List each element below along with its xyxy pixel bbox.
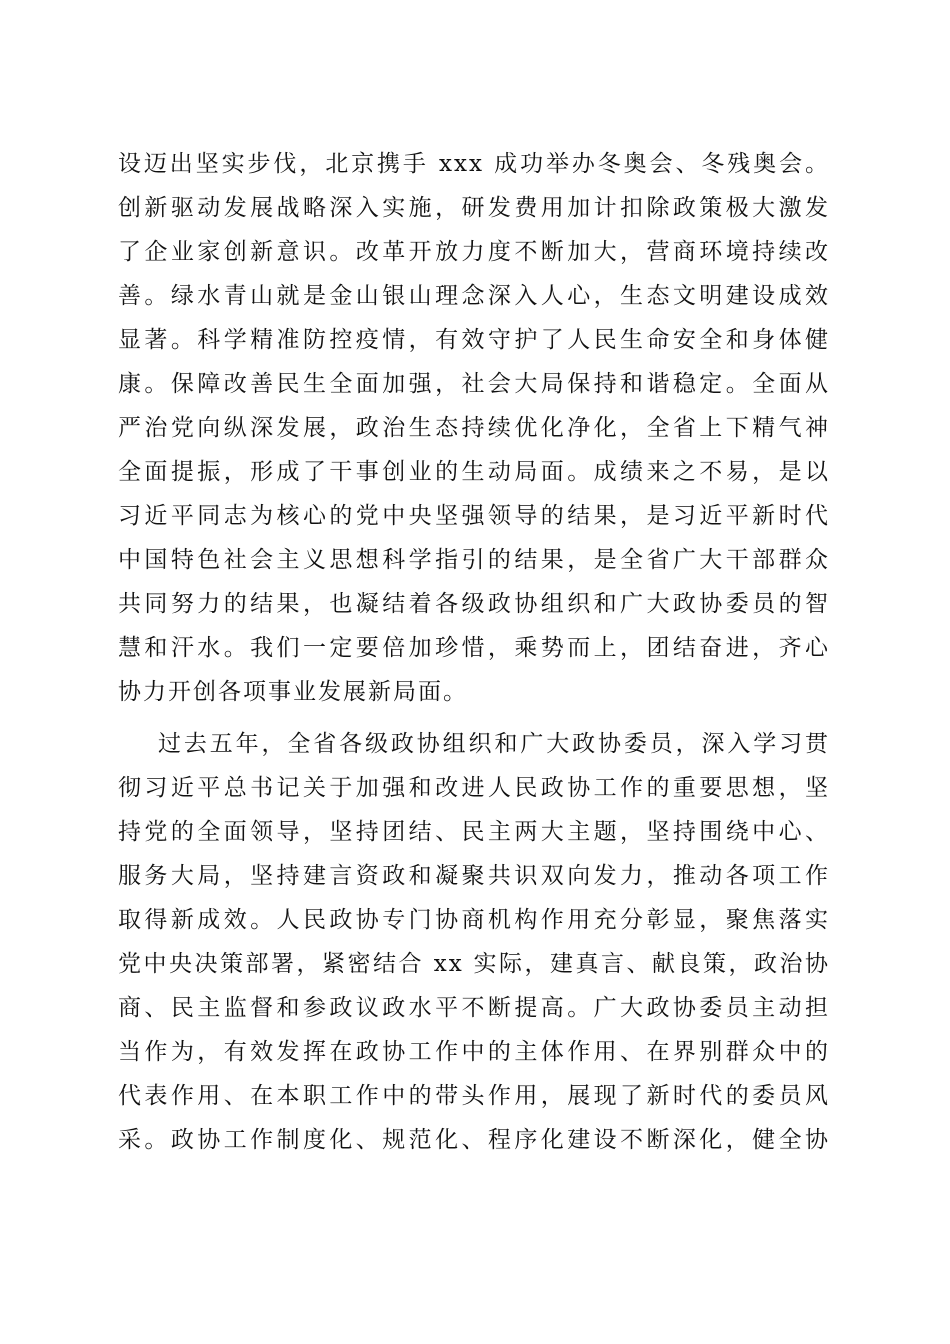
text-line: 显著。科学精准防控疫情，有效守护了人民生命安全和身体健 bbox=[118, 327, 830, 353]
text-line: 共同努力的结果，也凝结着各级政协组织和广大政协委员的智 bbox=[118, 591, 830, 617]
text-line: 党中央决策部署，紧密结合 xx 实际，建真言、献良策，政治协 bbox=[118, 951, 830, 977]
text-line: 康。保障改善民生全面加强，社会大局保持和谐稳定。全面从 bbox=[118, 371, 830, 397]
text-line: 了企业家创新意识。改革开放力度不断加大，营商环境持续改 bbox=[118, 239, 830, 265]
text-line: 商、民主监督和参政议政水平不断提高。广大政协委员主动担 bbox=[118, 995, 830, 1021]
text-line: 代表作用、在本职工作中的带头作用，展现了新时代的委员风 bbox=[118, 1083, 830, 1109]
text-line: 善。绿水青山就是金山银山理念深入人心，生态文明建设成效 bbox=[118, 283, 830, 309]
text-line: 设迈出坚实步伐，北京携手 xxx 成功举办冬奥会、冬残奥会。 bbox=[118, 151, 830, 177]
paragraph-2 bbox=[118, 722, 830, 1162]
text-line: 协力开创各项事业发展新局面。 bbox=[118, 679, 468, 705]
text-line: 全面提振，形成了干事创业的生动局面。成绩来之不易，是以 bbox=[118, 459, 830, 485]
text-line: 持党的全面领导，坚持团结、民主两大主题，坚持围绕中心、 bbox=[118, 819, 830, 845]
text-line: 严治党向纵深发展，政治生态持续优化净化，全省上下精气神 bbox=[118, 415, 830, 441]
text-line: 中国特色社会主义思想科学指引的结果，是全省广大干部群众 bbox=[118, 547, 830, 573]
text-line: 慧和汗水。我们一定要倍加珍惜，乘势而上，团结奋进，齐心 bbox=[118, 635, 830, 661]
text-line: 过去五年，全省各级政协组织和广大政协委员，深入学习贯 bbox=[158, 731, 830, 757]
text-line: 取得新成效。人民政协专门协商机构作用充分彰显，聚焦落实 bbox=[118, 907, 830, 933]
paragraph-gap bbox=[118, 714, 830, 722]
text-line: 创新驱动发展战略深入实施，研发费用加计扣除政策极大激发 bbox=[118, 195, 830, 221]
text-line: 当作为，有效发挥在政协工作中的主体作用、在界别群众中的 bbox=[118, 1039, 830, 1065]
paragraph-1 bbox=[118, 142, 830, 714]
text-line: 彻习近平总书记关于加强和改进人民政协工作的重要思想，坚 bbox=[118, 775, 830, 801]
document-body bbox=[118, 142, 830, 1162]
text-line: 采。政协工作制度化、规范化、程序化建设不断深化，健全协 bbox=[118, 1127, 830, 1153]
text-line: 习近平同志为核心的党中央坚强领导的结果，是习近平新时代 bbox=[118, 503, 830, 529]
text-line: 服务大局，坚持建言资政和凝聚共识双向发力，推动各项工作 bbox=[118, 863, 830, 889]
